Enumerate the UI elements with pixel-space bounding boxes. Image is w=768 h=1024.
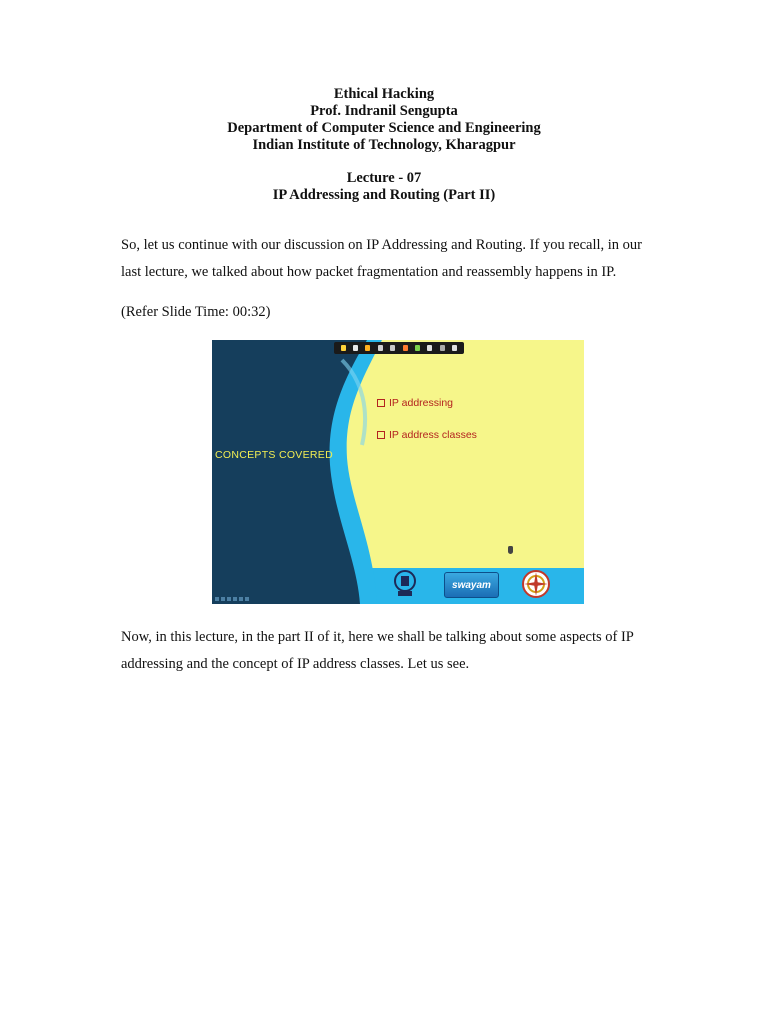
slide-reference: (Refer Slide Time: 00:32)	[121, 304, 271, 320]
bullet-ip-address-classes	[377, 429, 477, 441]
slide-annotation-toolbar	[334, 342, 464, 354]
department-name: Department of Computer Science and Engineering	[227, 120, 541, 136]
swayam-logo	[444, 572, 499, 598]
pen-cursor-icon	[508, 546, 513, 554]
swayam-logo-text: swayam	[452, 580, 491, 591]
lecture-slide-image	[212, 340, 584, 604]
slide-background	[212, 340, 584, 604]
checkbox-icon	[377, 399, 385, 407]
professor-name: Prof. Indranil Sengupta	[310, 103, 458, 119]
closing-paragraph: Now, in this lecture, in the part II of it, here we shall be talking about some aspects of IP addressing and the concept of IP address classes. Let us see.	[121, 629, 634, 672]
bullet-ip-addressing	[377, 397, 453, 409]
intro-paragraph: So, let us continue with our discussion on IP Addressing and Routing. If you recall, in our last lecture, we talked about how packet fragmentation and reassembly happens in IP.	[121, 237, 643, 280]
header-spacer	[0, 154, 768, 170]
document-header	[0, 86, 768, 204]
iit-kharagpur-logo	[394, 570, 416, 598]
institute-name: Indian Institute of Technology, Kharagpur	[252, 137, 516, 153]
slide-nav-icons	[215, 597, 249, 601]
course-title: Ethical Hacking	[333, 86, 435, 102]
lecture-title: IP Addressing and Routing (Part II)	[272, 187, 496, 203]
bullet-text: IP address classes	[389, 429, 477, 441]
lecture-number: Lecture - 07	[346, 170, 422, 186]
concepts-covered-heading: CONCEPTS COVERED	[215, 449, 333, 461]
nptel-logo	[521, 569, 551, 599]
bullet-text: IP addressing	[389, 397, 454, 409]
checkbox-icon	[377, 431, 385, 439]
